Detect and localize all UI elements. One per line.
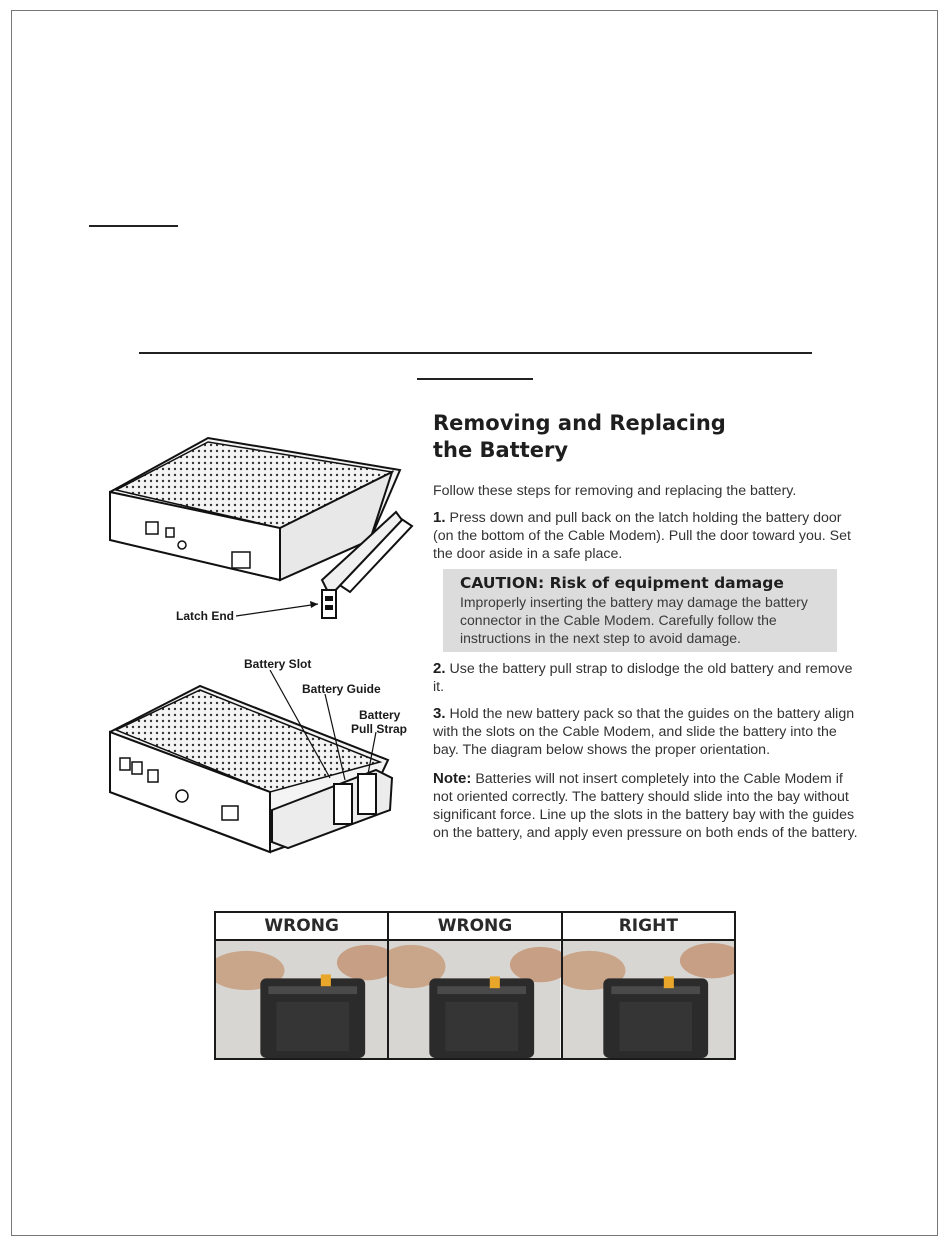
step-2-text: Use the battery pull strap to dislodge the old battery and remove it. — [433, 661, 853, 695]
callout-battery-strap-1: Battery — [359, 708, 401, 722]
orientation-column-2 — [389, 913, 562, 1058]
modem-battery-door-illustration — [100, 430, 420, 635]
orientation-photo-3 — [563, 941, 734, 1058]
section-heading — [433, 410, 853, 464]
intro-paragraph: Follow these steps for removing and replacing the battery. — [433, 483, 797, 499]
caution-title: CAUTION: Risk of equipment damage — [460, 574, 784, 592]
orientation-header-2: WRONG — [389, 913, 560, 941]
orientation-header-3: RIGHT — [563, 913, 734, 941]
caution-box — [443, 569, 837, 652]
callout-battery-slot: Battery Slot — [244, 657, 312, 671]
section-divider-rule — [139, 352, 812, 354]
heading-line-1: Removing and Replacing — [433, 411, 726, 435]
step-3 — [433, 705, 863, 759]
orientation-photo-2 — [389, 941, 560, 1058]
orientation-photo-1 — [216, 941, 387, 1058]
step-2-number: 2. — [433, 660, 446, 677]
short-rule-top-left — [89, 225, 178, 227]
heading-line-2: the Battery — [433, 438, 569, 462]
caution-text: Improperly inserting the battery may damage the battery connector in the Cable Modem. Carefully follow the instructions in the next step to avoid damage. — [460, 594, 808, 646]
orientation-column-1 — [216, 913, 389, 1058]
note-label: Note: — [433, 770, 472, 787]
step-3-number: 3. — [433, 705, 446, 722]
short-rule-center — [417, 378, 533, 380]
step-3-text: Hold the new battery pack so that the guides on the battery align with the slots on the Cable Modem, and slide the battery into the bay. The diagram below shows the proper orientation. — [433, 706, 855, 758]
battery-orientation-table — [214, 911, 736, 1060]
callout-battery-guide: Battery Guide — [302, 682, 381, 696]
note-paragraph — [433, 770, 863, 842]
step-1-text: Press down and pull back on the latch holding the battery door (on the bottom of the Cable Modem). Pull the door toward you. Set the door aside in a safe place. — [433, 510, 851, 562]
callout-battery-strap-2: Pull Strap — [351, 722, 408, 736]
step-2 — [433, 660, 863, 696]
note-text: Batteries will not insert completely into the Cable Modem if not oriented correctly. The battery should slide into the bay without significant force. Line up the slots in the battery bay with the guides on the battery, and apply even pressure on both ends of the battery. — [433, 771, 858, 841]
step-1-number: 1. — [433, 509, 446, 526]
orientation-header-1: WRONG — [216, 913, 387, 941]
step-1 — [433, 509, 863, 563]
modem-battery-bay-illustration — [100, 670, 408, 860]
callout-latch-end: Latch End — [176, 609, 235, 623]
orientation-column-3 — [563, 913, 734, 1058]
